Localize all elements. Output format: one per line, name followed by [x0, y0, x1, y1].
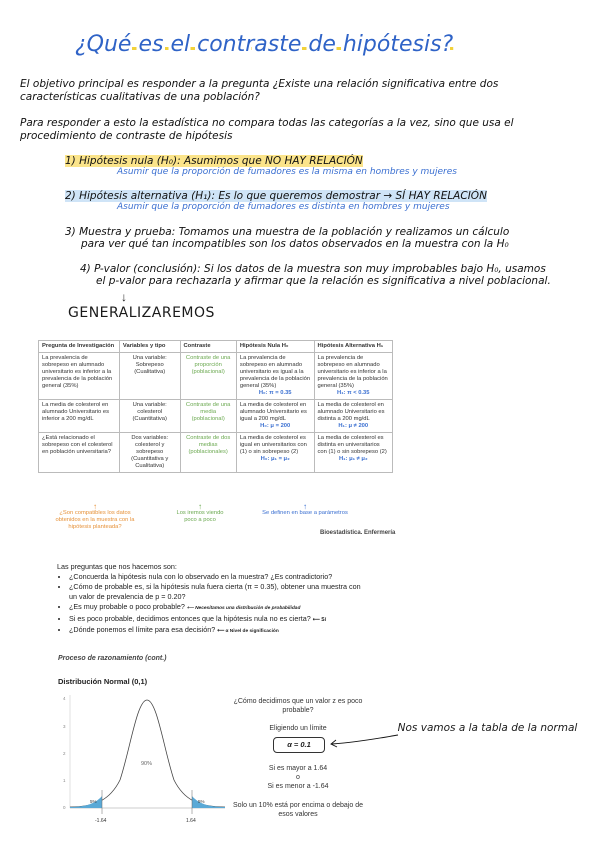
hypothesis-table [38, 340, 393, 473]
cond-o: o [296, 774, 300, 781]
left-tail-percent: 5% [90, 799, 97, 804]
intro-text [20, 78, 595, 104]
step-1 [65, 155, 595, 177]
cell-text: La prevalencia de sobrepeso en alumnado universitario es igual a la prevalencia de la población general (35%) [239, 355, 311, 389]
annotation: ⟵ Necesitamos una distribución de probabilidad [186, 606, 301, 611]
formula-h1: H₁: π < 0.35 [337, 390, 370, 396]
cell: ¿Está relacionado el sobrepeso con el colesterol en población universitaria? [39, 433, 120, 473]
cell: Una variable: Sobrepeso (Cualitativa) [119, 353, 180, 400]
note-mid [175, 503, 225, 524]
note-right [255, 503, 355, 517]
cell [314, 353, 392, 400]
cell [236, 433, 314, 473]
up-arrow-icon: ↑ [198, 502, 202, 511]
center-percent: 90% [141, 761, 153, 767]
table-source: Bioestadística. Enfermería [320, 530, 396, 536]
right-tail-area [192, 796, 225, 808]
questions-intro: Las preguntas que nos hacemos son: [57, 562, 177, 571]
th-h1: Hipótesis Alternativa H₁ [314, 341, 392, 353]
density-curve [70, 700, 225, 807]
th-pregunta: Pregunta de Investigación [39, 341, 120, 353]
up-arrow-icon: ↑ [93, 502, 97, 511]
slide-heading: Proceso de razonamiento (cont.) [58, 655, 167, 662]
cell: Una variable: colesterol (Cuantitativa) [119, 400, 180, 433]
cell-text: La media de colesterol es distinta en universitarios con (1) o sin sobrepeso (2) [317, 435, 387, 455]
normal-distribution-chart [55, 690, 230, 825]
slide-dist-title: Distribución Normal (0,1) [58, 677, 148, 686]
step-3-label: 3) Muestra y prueba: Tomamos una muestra de la población y realizamos un cálculo [65, 226, 510, 238]
step-1-sub: Asumir que la proporción de fumadores es la misma en hombres y mujeres [117, 167, 457, 177]
annotation-text: α Nivel de significación [225, 629, 279, 634]
cell: La media de colesterol en alumnado Universitario es inferior a 200 mg/dL [39, 400, 120, 433]
cell: Dos variables: colesterol y sobrepeso (Cuantitativa y Cualitativa) [119, 433, 180, 473]
step-2 [65, 190, 595, 212]
step-1-label: 1) Hipótesis nula (H₀): Asumimos que NO HAY RELACIÓN [65, 155, 363, 167]
y-tick: 1 [63, 778, 66, 783]
cell-text: La media de colesterol es igual en universitarios con (1) o sin sobrepeso (2) [239, 435, 307, 455]
list-item [69, 625, 367, 637]
y-tick: 0 [63, 805, 66, 810]
step-4 [80, 263, 595, 287]
step-2-sub: Asumir que la proporción de fumadores es distinta en hombres y mujeres [117, 202, 450, 212]
down-arrow-icon: ↓ [121, 290, 127, 304]
list-item-text: ¿Es muy probable o poco probable? [69, 602, 185, 611]
annotation-text: Sí [321, 617, 327, 623]
note-left-text: ¿Son compatibles los datos obtenidos en la muestra con la hipótesis planteada? [55, 510, 135, 530]
page-title: ¿Qué es el contraste de hipótesis? [75, 32, 454, 57]
formula-h1: H₁: μ₁ ≠ μ₂ [338, 456, 368, 462]
cell [314, 433, 392, 473]
list-item-text: Si es poco probable, decidimos entonces que la hipótesis nula no es cierta? [69, 614, 311, 623]
cell [314, 400, 392, 433]
cell [236, 353, 314, 400]
cond-mayor: Si es mayor a 1.64 [268, 765, 328, 772]
tick-left: -1.64 [95, 818, 107, 824]
list-item [69, 602, 367, 614]
left-tail-area [70, 796, 102, 808]
step-4-label: 4) P-valor (conclusión): Si los datos de la muestra son muy improbables bajo H₀, usamos [80, 263, 546, 275]
cell-text: La media de colesterol en alumnado Universitario es igual a 200 mg/dL [239, 402, 307, 422]
step-3-sub: para ver qué tan incompatibles son los datos observados en la muestra con la H₀ [81, 238, 509, 250]
cell: Contraste de una proporción (poblacional) [180, 353, 236, 400]
list-item: • ¿Concuerda la hipótesis nula con lo observado en la muestra? ¿Es contradictorio? [69, 572, 367, 582]
up-arrow-icon: ↑ [303, 502, 307, 511]
th-h0: Hipótesis Nula H₀ [236, 341, 314, 353]
step-3 [65, 226, 595, 250]
cell: La prevalencia de sobrepeso en alumnado universitario es inferior a la prevalencia de la población general (35%) [39, 353, 120, 400]
annotation: ⟵ α Nivel de significación [217, 629, 279, 634]
annotation-text: Necesitamos una distribución de probabilidad [195, 606, 301, 611]
table-row [39, 400, 393, 433]
formula-h1: H₁: μ ≠ 200 [338, 423, 369, 429]
y-tick: 2 [63, 751, 66, 756]
note-right-text: Se definen en base a parámetros [262, 510, 348, 516]
cond-menor: Si es menor a -1.64 [267, 783, 329, 790]
list-item-text: ¿Dónde ponemos el límite para esa decisión? [69, 625, 216, 634]
cell [236, 400, 314, 433]
table-row [39, 353, 393, 400]
cell: Contraste de dos medias (poblacionales) [180, 433, 236, 473]
y-tick: 3 [63, 724, 66, 729]
formula-h0: H₀: μ = 200 [260, 423, 291, 429]
formula-h0: H₀: π = 0.35 [258, 390, 292, 396]
intro-line-2: características cualitativas de una población? [20, 91, 260, 103]
questions-block [57, 562, 367, 637]
list-item: • ¿Cómo de probable es, si la hipótesis nula fuera cierta (π = 0.35), obtener una muestra con un valor de prevalencia de p = 0.20? [69, 582, 367, 602]
para-line-1: Para responder a esto la estadística no compara todas las categorías a la vez, sino que usa el [20, 117, 514, 129]
th-contraste: Contraste [180, 341, 236, 353]
cell-text: La media de colesterol en alumnado Universitario es distinta a 200 mg/dL [317, 402, 385, 422]
generalizar-note: GENERALIZAREMOS [68, 305, 215, 321]
list-item [69, 614, 367, 625]
limit-label: Eligiendo un límite [269, 725, 327, 732]
pointer-arrow-icon [330, 730, 400, 755]
note-mid-text: Los iremos viendo poco a poco [176, 510, 224, 523]
slide-question: ¿Cómo decidimos que un valor z es poco probable? [233, 698, 363, 714]
th-variables: Variables y tipo [119, 341, 180, 353]
limit-conditions [228, 764, 368, 791]
note-left [55, 503, 135, 531]
y-tick: 4 [63, 696, 66, 701]
table-header-row [39, 341, 393, 353]
step-4-sub: el p-valor para rechazarla y afirmar que la relación es significativa a nivel poblacional. [96, 275, 551, 287]
formula-h0: H₀: μ₁ = μ₂ [260, 456, 290, 462]
alpha-box: α = 0.1 [273, 737, 325, 753]
table-row [39, 433, 393, 473]
para-line-2: procedimiento de contraste de hipótesis [20, 130, 233, 142]
procedure-text [20, 117, 595, 143]
annotation: ⟵ Sí [312, 617, 327, 623]
intro-line-1: El objetivo principal es responder a la pregunta ¿Existe una relación significativa entre dos [20, 78, 499, 90]
tick-right: 1.64 [186, 818, 196, 824]
step-2-label: 2) Hipótesis alternativa (H₁): Es lo que queremos demostrar → SÍ HAY RELACIÓN [65, 190, 487, 202]
right-tail-percent: 5% [198, 799, 205, 804]
cell-text: La prevalencia de sobrepeso en alumnado universitario es inferior a la prevalencia de la población general (35%) [317, 355, 388, 389]
handwritten-note: Nos vamos a la tabla de la normal [397, 722, 578, 734]
slide-conclusion: Solo un 10% está por encima o debajo de esos valores [233, 802, 363, 818]
questions-list [57, 572, 367, 637]
cell: Contraste de una media (poblacional) [180, 400, 236, 433]
